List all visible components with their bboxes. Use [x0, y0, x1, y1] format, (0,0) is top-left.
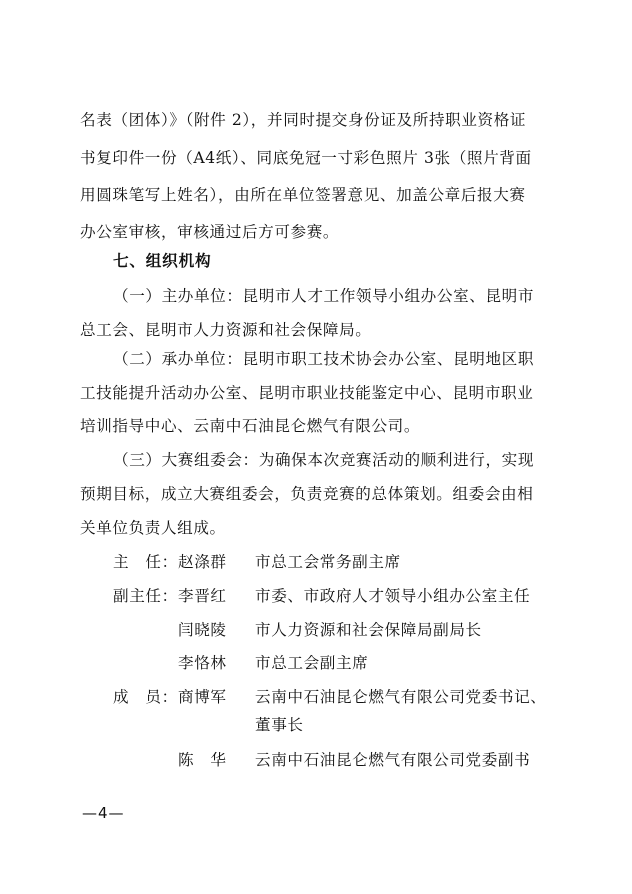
paragraph-line: 预期目标，成立大赛组委会，负责竞赛的总体策划。组委会由相 — [80, 485, 534, 503]
paragraph-line: （三）大赛组委会：为确保本次竞赛活动的顺利进行，实现 — [113, 451, 535, 469]
paragraph-line: 书复印件一份（A4纸）、同底免冠一寸彩色照片 3张（照片背面 — [80, 149, 532, 167]
deputy-title: 市人力资源和社会保障局副局长 — [255, 621, 482, 639]
page-number: —4— — [82, 804, 125, 822]
paragraph-line: （二）承办单位：昆明市职工技术协会办公室、昆明地区职 — [113, 350, 535, 368]
member-name: 商博军 — [178, 688, 227, 706]
member-title-continued: 董事长 — [255, 716, 304, 734]
paragraph-line: 总工会、昆明市人力资源和社会保障局。 — [80, 321, 372, 339]
paragraph-line: 工技能提升活动办公室、昆明市职业技能鉴定中心、昆明市职业 — [80, 384, 534, 402]
paragraph-line: 用圆珠笔写上姓名），由所在单位签署意见、加盖公章后报大赛 — [80, 186, 526, 204]
member-name: 陈 华 — [178, 751, 227, 769]
member-title: 云南中石油昆仑燃气有限公司党委书记、 — [255, 688, 547, 706]
deputy-name: 闫晓陵 — [178, 621, 227, 639]
deputy-title: 市委、市政府人才领导小组办公室主任 — [255, 587, 531, 605]
paragraph-line: 培训指导中心、云南中石油昆仑燃气有限公司。 — [80, 417, 421, 435]
paragraph-line: 办公室审核，审核通过后方可参赛。 — [80, 223, 340, 241]
paragraph-line: （一）主办单位：昆明市人才工作领导小组办公室、昆明市 — [113, 287, 535, 305]
member-title: 云南中石油昆仑燃气有限公司党委副书 — [255, 751, 531, 769]
deputy-name: 李晋红 — [178, 587, 227, 605]
director-title: 市总工会常务副主席 — [255, 553, 401, 571]
deputy-label: 副主任： — [113, 587, 178, 605]
paragraph-line: 关单位负责人组成。 — [80, 519, 226, 537]
member-label: 成 员： — [113, 688, 178, 706]
section-heading: 七、组织机构 — [113, 252, 212, 270]
deputy-name: 李恪林 — [178, 654, 227, 672]
deputy-title: 市总工会副主席 — [255, 654, 369, 672]
director-label: 主 任： — [113, 553, 178, 571]
paragraph-line: 名表（团体）》（附件 2），并同时提交身份证及所持职业资格证 — [80, 111, 527, 129]
director-name: 赵涤群 — [178, 553, 227, 571]
